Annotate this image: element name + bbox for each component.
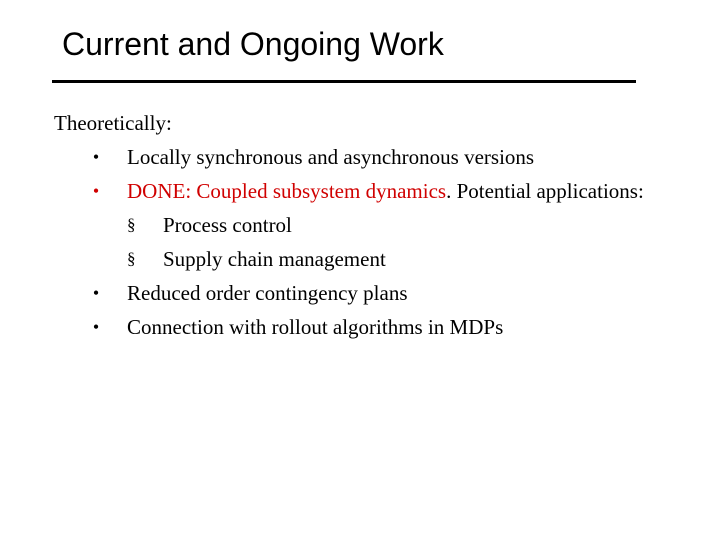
list-item — [54, 310, 644, 344]
bullet-icon: • — [92, 147, 100, 167]
highlight-text: Coupled subsystem dynamics — [196, 179, 447, 203]
list-item — [54, 140, 644, 174]
sub-list-item — [127, 208, 644, 242]
intro-text: Theoretically: — [54, 111, 172, 135]
sub-item-text: Supply chain management — [163, 247, 386, 271]
bullet-icon: • — [92, 181, 100, 201]
list-item — [54, 174, 644, 276]
sub-item-text: Process control — [163, 213, 292, 237]
bullet-text: Reduced order contingency plans — [127, 281, 408, 305]
sub-list-item — [127, 242, 644, 276]
bullet-text: Locally synchronous and asynchronous versions — [127, 145, 535, 169]
slide-body — [54, 106, 644, 344]
bullet-list — [54, 140, 644, 344]
bullet-icon: • — [92, 317, 100, 337]
sub-bullet-list — [127, 208, 644, 276]
bullet-text: . Potential applications: — [446, 179, 644, 203]
section-sign-icon: § — [127, 215, 136, 234]
done-label: DONE: — [127, 179, 192, 203]
slide-title: Current and Ongoing Work — [62, 26, 444, 62]
section-sign-icon: § — [127, 249, 136, 268]
title-underline — [52, 80, 636, 83]
bullet-icon: • — [92, 283, 100, 303]
bullet-text: Connection with rollout algorithms in MDPs — [127, 315, 504, 339]
list-item — [54, 276, 644, 310]
